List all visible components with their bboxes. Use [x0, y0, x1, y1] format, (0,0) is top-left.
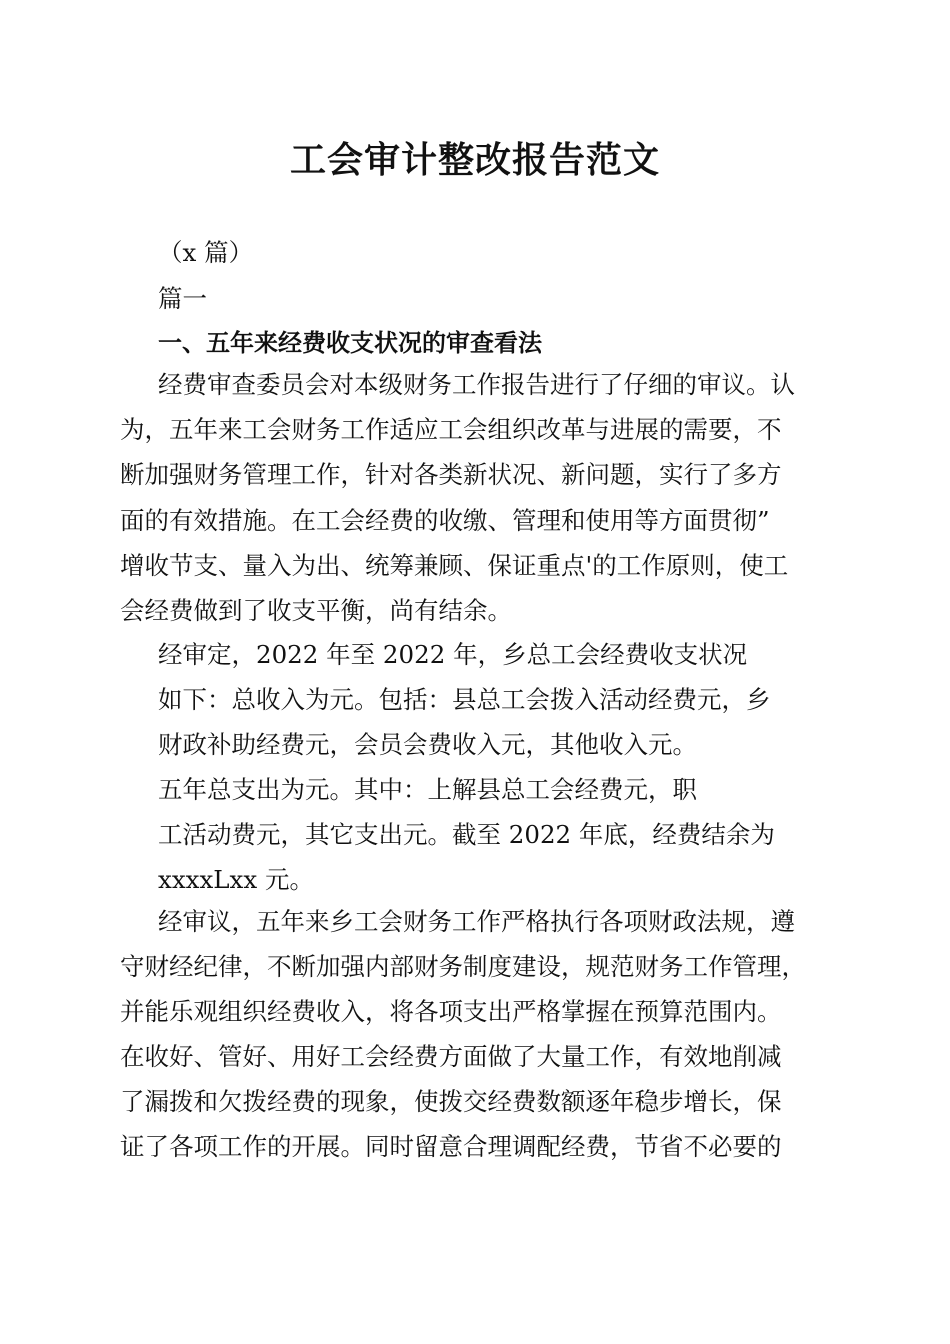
body-line: 经费审查委员会对本级财务工作报告进行了仔细的审议。认	[158, 370, 795, 399]
body-line: 增收节支、量入为出、统筹兼顾、保证重点'的工作原则，使工	[120, 551, 789, 580]
body-line: 断加强财务管理工作，针对各类新状况、新问题，实行了多方	[120, 460, 782, 489]
body-line: 五年总支出为元。其中：上解县总工会经费元，职	[158, 775, 697, 804]
section-heading: 一、五年来经费收支状况的审查看法	[158, 329, 542, 357]
body-line: 面的有效措施。在工会经费的收缴、管理和使用等方面贯彻”	[120, 506, 770, 535]
body-line: 并能乐观组织经费收入，将各项支出严格掌握在预算范围内。	[120, 997, 782, 1026]
body-line: 守财经纪律，不断加强内部财务制度建设，规范财务工作管理，	[120, 952, 806, 981]
body-line: 经审议，五年来乡工会财务工作严格执行各项财政法规，遵	[158, 907, 795, 936]
section-label: 篇一	[158, 284, 207, 313]
body-line: xxxxLxx 元。	[158, 865, 314, 894]
body-line: 证了各项工作的开展。同时留意合理调配经费，节省不必要的	[120, 1132, 782, 1161]
body-line: 了漏拨和欠拨经费的现象，使拨交经费数额逐年稳步增长，保	[120, 1087, 782, 1116]
document-title: 工会审计整改报告范文	[289, 139, 660, 181]
body-line: 财政补助经费元，会员会费收入元，其他收入元。	[158, 730, 697, 759]
subtitle: （x 篇）	[158, 238, 254, 267]
body-line: 为，五年来工会财务工作适应工会组织改革与进展的需要，不	[120, 415, 782, 444]
body-line: 会经费做到了收支平衡，尚有结余。	[120, 596, 512, 625]
body-line: 经审定，2022 年至 2022 年，乡总工会经费收支状况	[158, 640, 748, 669]
body-line: 如下：总收入为元。包括：县总工会拨入活动经费元，乡	[158, 685, 771, 714]
body-line: 在收好、管好、用好工会经费方面做了大量工作，有效地削减	[120, 1042, 782, 1071]
body-line: 工活动费元，其它支出元。截至 2022 年底，经费结余为	[158, 820, 775, 849]
